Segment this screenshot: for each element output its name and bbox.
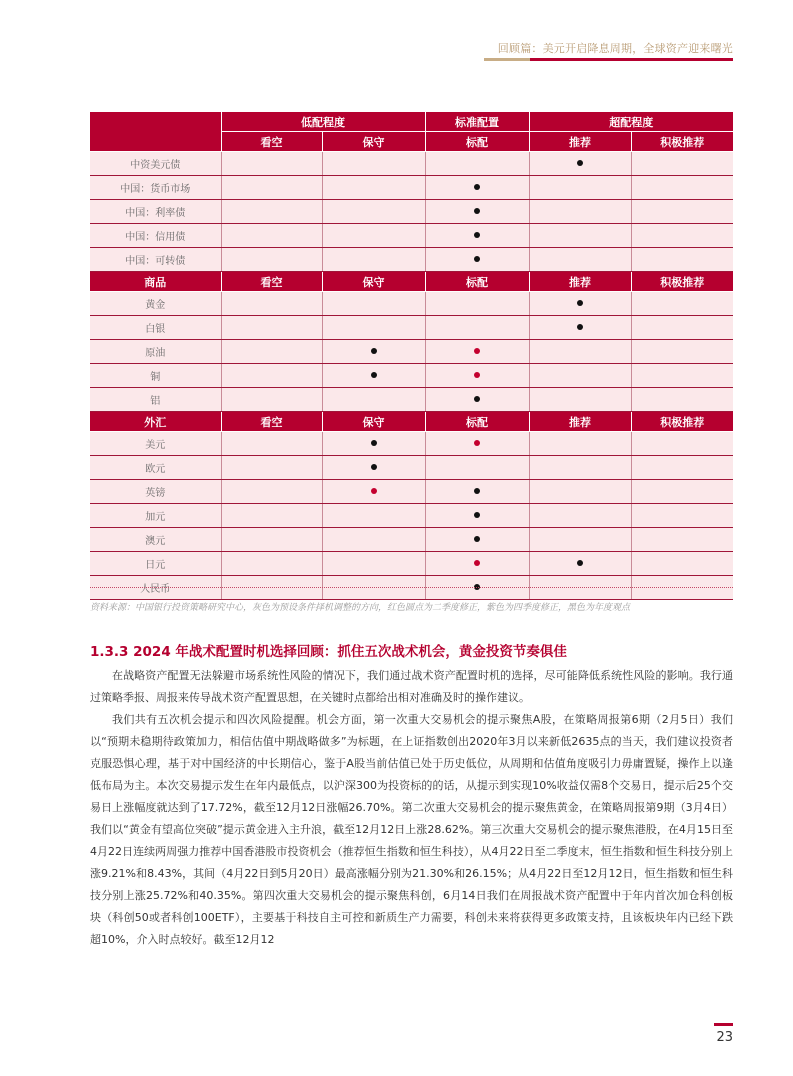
rating-cell [221,528,322,552]
group-header-cell: 超配程度 [529,112,733,132]
rating-header-cell: 看空 [221,132,322,152]
rating-cell [529,480,631,504]
rating-cell [322,152,425,176]
rating-cell [221,480,322,504]
rating-header-cell: 推荐 [529,132,631,152]
rating-cell [425,316,529,340]
black-dot-icon [474,488,480,494]
rating-cell [425,504,529,528]
rating-cell [631,200,733,224]
rating-cell [529,248,631,272]
table-group-header-row [90,112,733,132]
rating-cell [322,528,425,552]
asset-name-cell: 原油 [90,340,221,364]
rating-cell [425,432,529,456]
section-title: 1.3.3 2024 年战术配置时机选择回顾：抓住五次战术机会，黄金投资节奏俱佳 [90,644,567,660]
rating-cell [221,388,322,412]
rating-cell [529,456,631,480]
rating-header-cell: 积极推荐 [631,132,733,152]
rating-cell [425,292,529,316]
red-dot-icon [474,372,480,378]
section-name-cell: 商品 [90,272,221,292]
black-dot-icon [577,324,583,330]
rating-cell [221,316,322,340]
rating-cell [529,200,631,224]
table-row [90,388,733,412]
black-dot-icon [577,160,583,166]
red-dot-icon [371,488,377,494]
rating-cell [322,364,425,388]
table-row [90,176,733,200]
table-row [90,456,733,480]
rating-cell [322,480,425,504]
rating-cell [529,316,631,340]
asset-name-cell: 铜 [90,364,221,388]
rating-cell [425,176,529,200]
rating-cell [322,292,425,316]
table-section-header-row [90,412,733,432]
running-header-title: 回顾篇：美元开启降息周期，全球资产迎来曙光 [497,42,733,55]
rating-cell [322,432,425,456]
black-dot-icon [474,256,480,262]
rating-header-cell: 保守 [322,272,425,292]
asset-name-cell: 中资美元债 [90,152,221,176]
asset-name-cell: 日元 [90,552,221,576]
rating-cell [322,200,425,224]
rating-cell [221,432,322,456]
rating-cell [425,528,529,552]
asset-name-cell: 黄金 [90,292,221,316]
table-section-header-row [90,272,733,292]
table-row [90,552,733,576]
rating-cell [631,292,733,316]
black-dot-icon [371,440,377,446]
rating-cell [631,316,733,340]
asset-name-cell: 白银 [90,316,221,340]
rating-cell [221,292,322,316]
rating-cell [425,152,529,176]
rating-header-cell: 看空 [221,272,322,292]
rating-cell [322,552,425,576]
rating-cell [529,176,631,200]
rating-cell [631,528,733,552]
rating-header-cell: 积极推荐 [631,272,733,292]
rating-header-cell: 标配 [425,272,529,292]
table-row [90,292,733,316]
rating-cell [322,456,425,480]
rating-cell [425,224,529,248]
black-dot-icon [371,464,377,470]
rating-cell [425,480,529,504]
rating-cell [322,504,425,528]
rating-cell [322,316,425,340]
black-dot-icon [577,300,583,306]
table-row [90,224,733,248]
rating-cell [221,364,322,388]
rating-cell [631,224,733,248]
rating-header-cell: 标配 [425,132,529,152]
black-dot-icon [474,396,480,402]
table-row [90,364,733,388]
rating-cell [529,504,631,528]
body-paragraph: 我们共有五次机会提示和四次风险提醒。机会方面，第一次重大交易机会的提示聚焦A股，在策略周报第6期（2月5日）我们以“预期未稳期待政策加力，相信估值中期战略做多”为标题，在上证指数创出2020年3月以来新低2635点的当天，我们建议投资者克服恐惧心理，基于对中国经济的中长期信心，鉴于A股当前估值已处于历史低位，从周期和估值角度吸引力毋庸置疑，操作上以逢低布局为主。本次交易提示发生在年内最低点，以沪深300为投资标的的话，从提示到实现10%收益仅需8个交易日，提示后25个交易日上涨幅度就达到了17.72%，截至12月12日涨幅26.70%。第二次重大交易机会的提示聚焦黄金，在策略周报第9期（3月4日）我们以“黄金有望高位突破”提示黄金进入主升浪，截至12月12日上涨28.62%。第三次重大交易机会的提示聚焦港股，在4月15日至4月22日连续两周强力推荐中国香港股市投资机会（推荐恒生指数和恒生科技），从4月22日至二季度末，恒生指数和恒生科技分别上涨9.21%和8.43%，其间（4月22日到5月20日）最高涨幅分别为21.30%和26.15%；从4月22日至12月12日，恒生指数和恒生科技分别上涨25.72%和40.35%。第四次重大交易机会的提示聚焦科创，6月14日我们在周报战术资产配置中于年内首次加仓科创板块（科创50或者科创100ETF），主要基于科技自主可控和新质生产力需要，科创未来将获得更多政策支持，且该板块年内已经下跌超10%，介入时点较好。截至12月12 [90,713,733,946]
rating-header-cell: 保守 [322,132,425,152]
black-dot-icon [474,512,480,518]
rating-header-cell: 推荐 [529,272,631,292]
rating-cell [221,552,322,576]
body-paragraph: 在战略资产配置无法躲避市场系统性风险的情况下，我们通过战术资产配置时机的选择，尽可能降低系统性风险的影响。我行通过策略季报、周报来传导战术资产配置思想，在关键时点都给出相对准确及时的操作建议。 [90,669,733,704]
table-row [90,432,733,456]
section-name-cell [90,132,221,152]
black-dot-icon [371,348,377,354]
table-row [90,200,733,224]
rating-cell [631,552,733,576]
rating-header-cell: 看空 [221,412,322,432]
source-note: 资料来源：中国银行投资策略研究中心，灰色为预设条件择机调整的方向，红色圆点为二季度修正，紫色为四季度修正，黑色为年度观点 [90,603,631,613]
asset-name-cell: 人民币 [90,576,221,600]
rating-cell [631,340,733,364]
rating-cell [221,176,322,200]
section-name-cell: 外汇 [90,412,221,432]
table-bottom-rule [90,587,733,588]
rating-cell [631,432,733,456]
group-header-cell: 标准配置 [425,112,529,132]
rating-cell [221,504,322,528]
table-row [90,480,733,504]
rating-cell [529,432,631,456]
table-row [90,152,733,176]
table-row [90,316,733,340]
rating-cell [425,552,529,576]
rating-cell [221,248,322,272]
rating-cell [322,176,425,200]
table-section-header-row [90,132,733,152]
rating-cell [221,456,322,480]
rating-cell [221,224,322,248]
asset-name-cell: 中国：货币市场 [90,176,221,200]
rating-cell [529,340,631,364]
black-dot-icon [371,372,377,378]
rating-cell [529,152,631,176]
rating-cell [322,248,425,272]
rating-cell [631,388,733,412]
rating-header-cell: 积极推荐 [631,412,733,432]
rating-cell [425,456,529,480]
rating-cell [322,388,425,412]
rating-cell [221,340,322,364]
page-number-rule [714,1023,733,1026]
group-header-cell: 低配程度 [221,112,425,132]
asset-name-cell: 中国：可转债 [90,248,221,272]
rating-cell [529,224,631,248]
asset-name-cell: 欧元 [90,456,221,480]
rating-cell [425,200,529,224]
table-row [90,528,733,552]
rating-header-cell: 保守 [322,412,425,432]
asset-name-cell: 中国：信用债 [90,224,221,248]
table-row [90,504,733,528]
rating-cell [631,456,733,480]
black-dot-icon [474,536,480,542]
black-dot-icon [474,232,480,238]
rating-cell [425,364,529,388]
rating-header-cell: 标配 [425,412,529,432]
black-dot-icon [474,208,480,214]
table-row [90,340,733,364]
asset-name-cell: 澳元 [90,528,221,552]
allocation-table [90,112,733,600]
rating-cell [425,248,529,272]
asset-name-cell: 美元 [90,432,221,456]
black-dot-icon [474,184,480,190]
rating-cell [221,152,322,176]
black-dot-icon [577,560,583,566]
table-corner-cell [90,112,221,132]
rating-cell [529,364,631,388]
rating-cell [631,176,733,200]
asset-name-cell: 铝 [90,388,221,412]
asset-name-cell: 中国：利率债 [90,200,221,224]
red-dot-icon [474,560,480,566]
page-number: 23 [716,1030,733,1045]
header-rule-red [530,58,733,61]
rating-cell [425,340,529,364]
rating-cell [631,248,733,272]
header-rule-gold [484,58,530,61]
rating-cell [425,388,529,412]
rating-cell [631,364,733,388]
rating-cell [631,504,733,528]
rating-cell [529,528,631,552]
rating-cell [322,224,425,248]
rating-cell [529,292,631,316]
rating-cell [529,552,631,576]
rating-cell [529,388,631,412]
rating-header-cell: 推荐 [529,412,631,432]
asset-name-cell: 加元 [90,504,221,528]
asset-name-cell: 英镑 [90,480,221,504]
table-row [90,248,733,272]
rating-cell [322,340,425,364]
rating-cell [221,200,322,224]
red-dot-icon [474,440,480,446]
red-dot-icon [474,348,480,354]
rating-cell [631,480,733,504]
rating-cell [631,152,733,176]
